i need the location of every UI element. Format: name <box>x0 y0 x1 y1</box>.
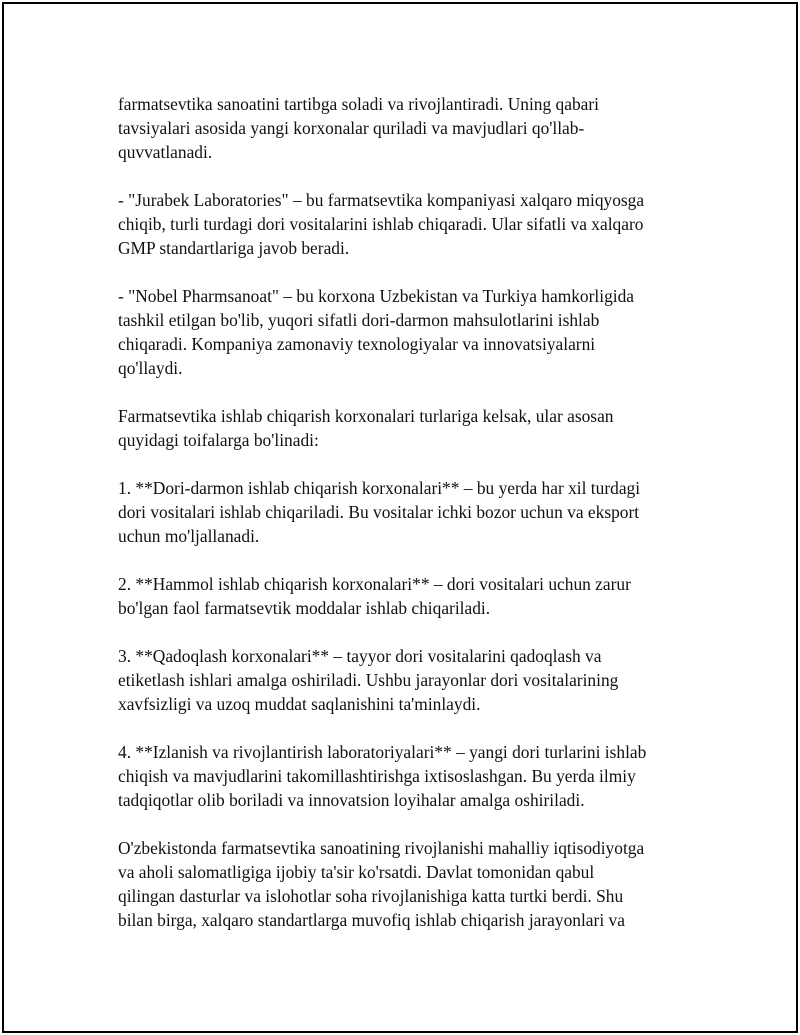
paragraph-regulation <box>118 92 688 164</box>
text-line: - "Jurabek Laboratories" – bu farmatsevtika kompaniyasi xalqaro miqyosga <box>118 190 645 210</box>
list-item-3 <box>118 644 688 716</box>
text-line: O'zbekistonda farmatsevtika sanoatining rivojlanishi mahalliy iqtisodiyotga <box>118 838 645 858</box>
text-line: tadqiqotlar olib boriladi va innovatsion loyihalar amalga oshiriladi. <box>118 790 585 810</box>
text-line: 2. **Hammol ishlab chiqarish korxonalari** – dori vositalari uchun zarur <box>118 574 631 594</box>
text-line: etiketlash ishlari amalga oshiriladi. Ushbu jarayonlar dori vositalarining <box>118 670 619 690</box>
text-line: chiqaradi. Kompaniya zamonaviy texnologiyalar va innovatsiyalarni <box>118 334 596 354</box>
list-item-2 <box>118 572 688 620</box>
text-line: - "Nobel Pharmsanoat" – bu korxona Uzbekistan va Turkiya hamkorligida <box>118 286 635 306</box>
text-line: bo'lgan faol farmatsevtik moddalar ishlab chiqariladi. <box>118 598 491 618</box>
text-line: 1. **Dori-darmon ishlab chiqarish korxonalari** – bu yerda har xil turdagi <box>118 478 641 498</box>
text-line: bilan birga, xalqaro standartlarga muvofiq ishlab chiqarish jarayonlari va <box>118 910 625 930</box>
paragraph-conclusion <box>118 836 688 932</box>
text-line: uchun mo'ljallanadi. <box>118 526 260 546</box>
list-item-4 <box>118 740 688 812</box>
list-item-1 <box>118 476 688 548</box>
text-line: 3. **Qadoqlash korxonalari** – tayyor dori vositalarini qadoqlash va <box>118 646 602 666</box>
text-line: qilingan dasturlar va islohotlar soha rivojlanishiga katta turtki berdi. Shu <box>118 886 624 906</box>
text-line: tavsiyalari asosida yangi korxonalar quriladi va mavjudlari qo'llab- <box>118 118 585 138</box>
paragraph-jurabek-laboratories <box>118 188 688 260</box>
text-line: xavfsizligi va uzoq muddat saqlanishini ta'minlaydi. <box>118 694 481 714</box>
text-line: quvvatlanadi. <box>118 142 213 162</box>
text-line: 4. **Izlanish va rivojlantirish laboratoriyalari** – yangi dori turlarini ishlab <box>118 742 647 762</box>
text-line: dori vositalari ishlab chiqariladi. Bu vositalar ichki bozor uchun va eksport <box>118 502 640 522</box>
text-line: GMP standartlariga javob beradi. <box>118 238 350 258</box>
text-line: chiqib, turli turdagi dori vositalarini ishlab chiqaradi. Ular sifatli va xalqaro <box>118 214 644 234</box>
text-line: quyidagi toifalarga bo'linadi: <box>118 430 319 450</box>
text-line: Farmatsevtika ishlab chiqarish korxonalari turlariga kelsak, ular asosan <box>118 406 614 426</box>
document-body <box>118 92 688 956</box>
text-line: chiqish va mavjudlarini takomillashtirishga ixtisoslashgan. Bu yerda ilmiy <box>118 766 636 786</box>
text-line: qo'llaydi. <box>118 358 183 378</box>
paragraph-enterprise-types-intro <box>118 404 688 452</box>
paragraph-nobel-pharmsanoat <box>118 284 688 380</box>
text-line: farmatsevtika sanoatini tartibga soladi va rivojlantiradi. Uning qabari <box>118 94 599 114</box>
text-line: va aholi salomatligiga ijobiy ta'sir ko'rsatdi. Davlat tomonidan qabul <box>118 862 595 882</box>
text-line: tashkil etilgan bo'lib, yuqori sifatli dori-darmon mahsulotlarini ishlab <box>118 310 600 330</box>
